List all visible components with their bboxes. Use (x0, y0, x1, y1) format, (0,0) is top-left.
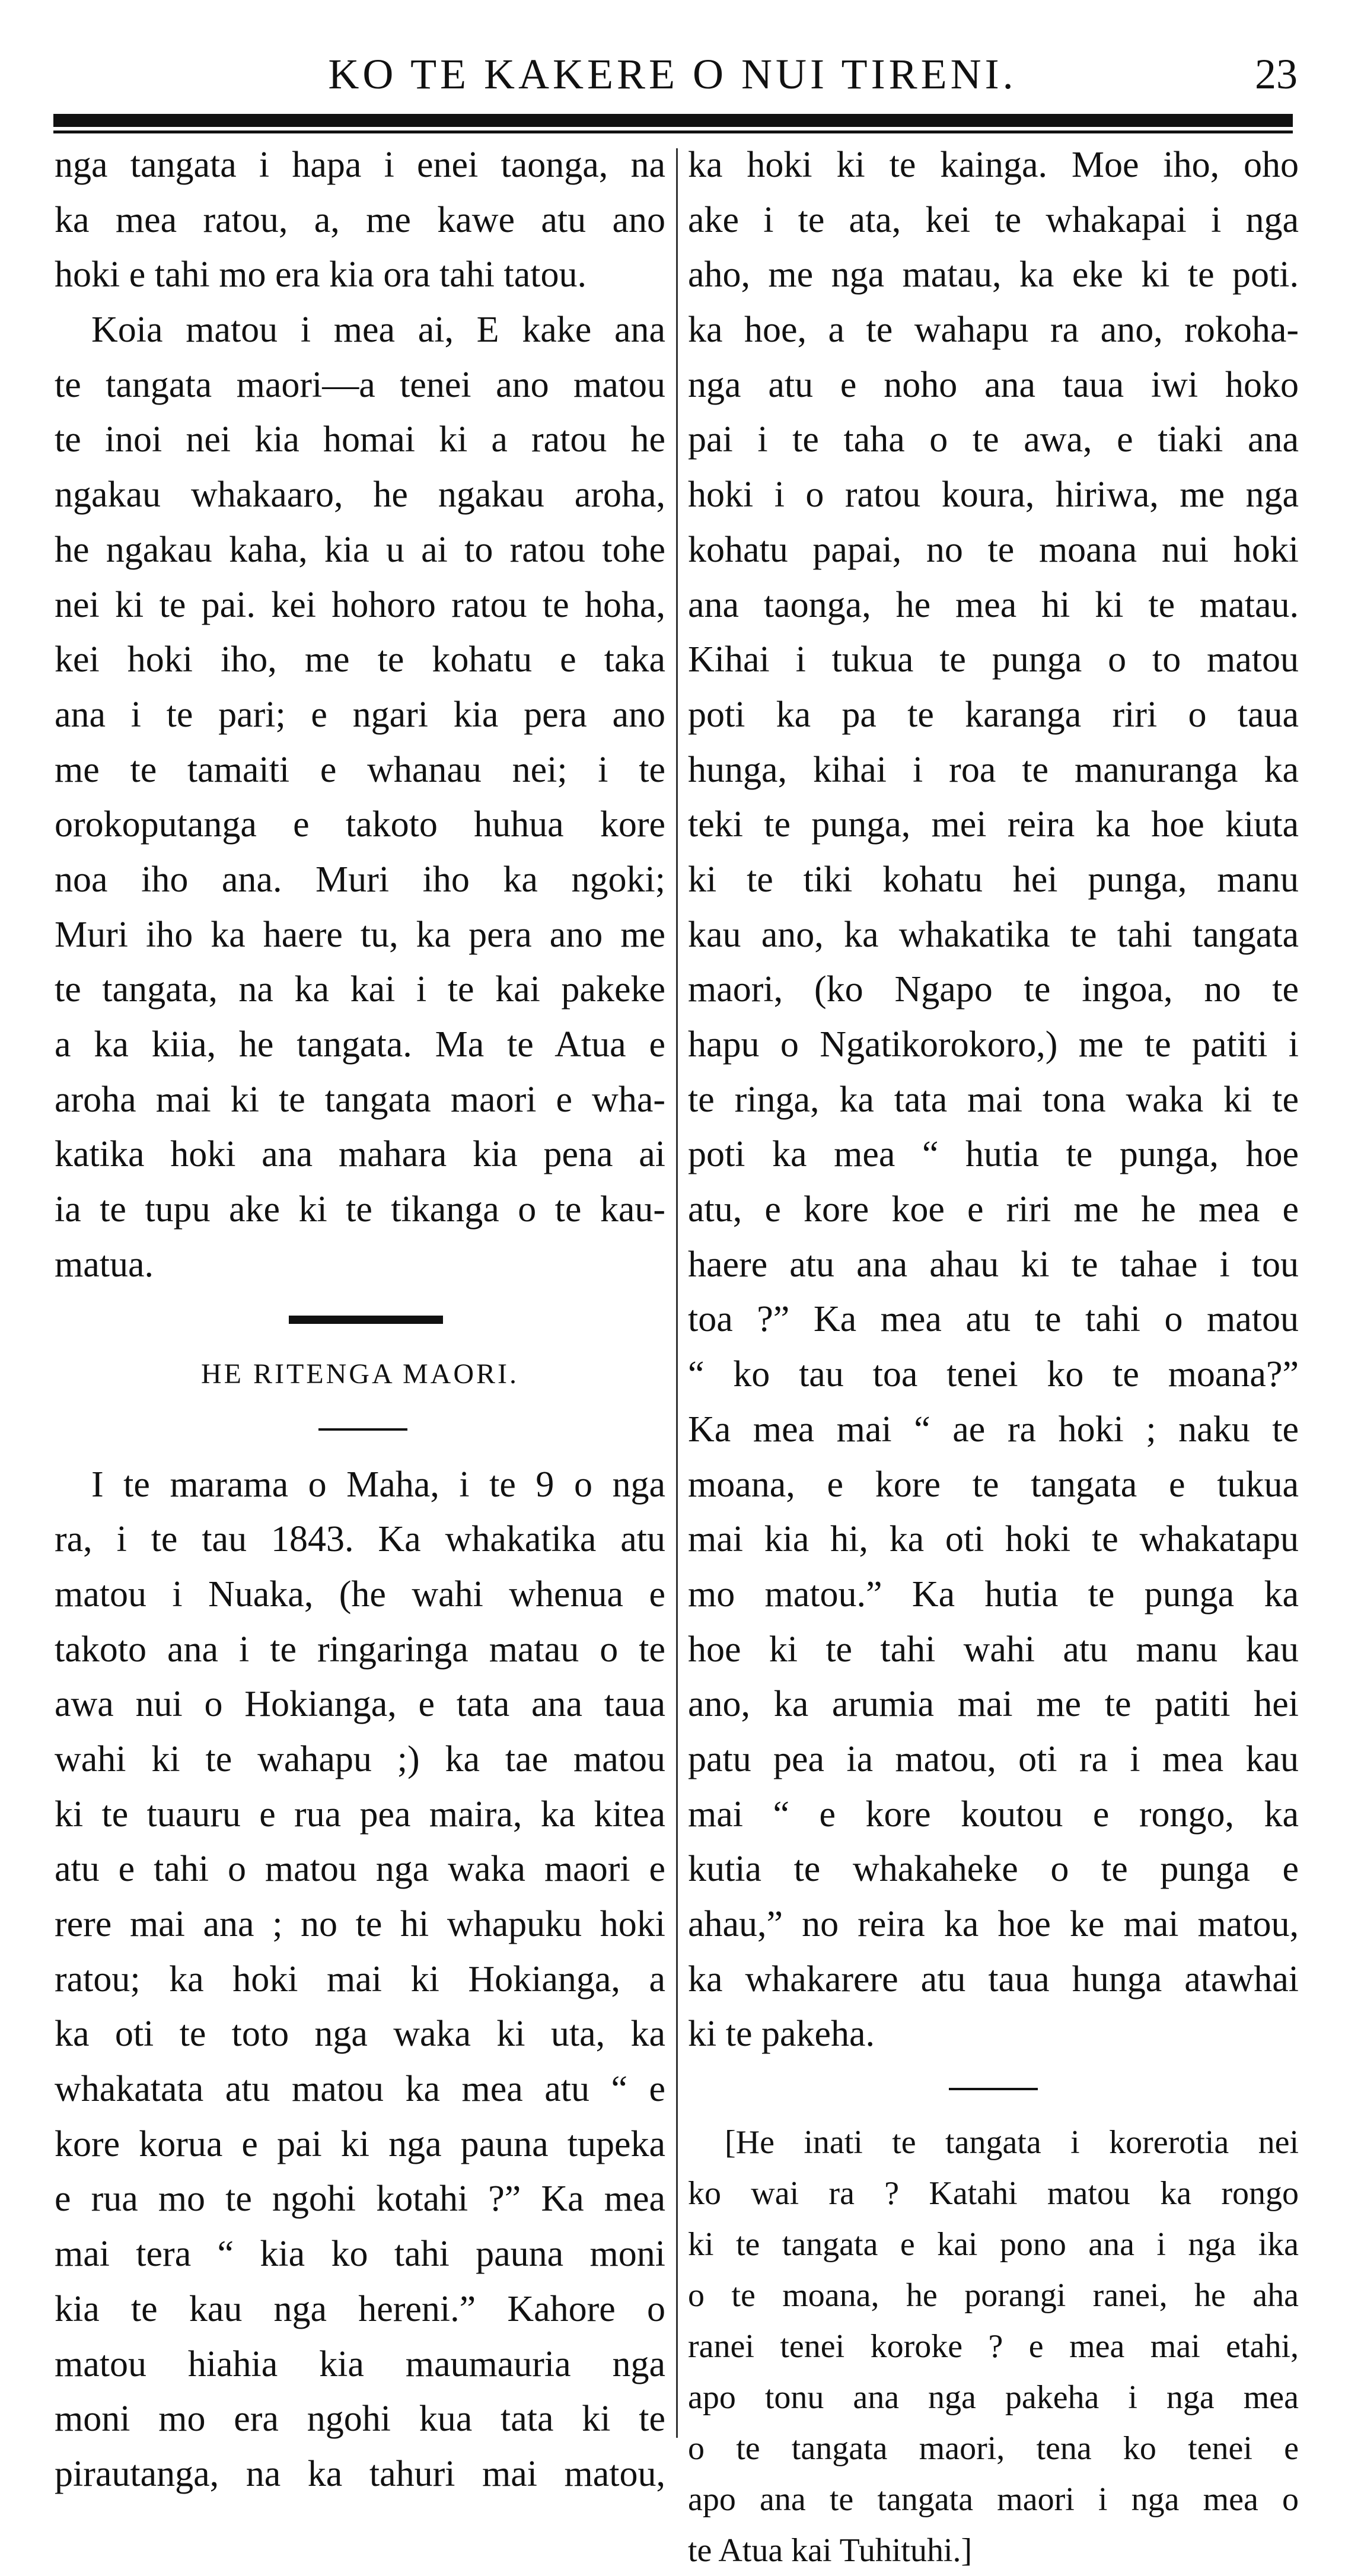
text-line: ka mea ratou, a, me kawe atu ano (55, 199, 665, 240)
text-line: ki te pakeha. (688, 2014, 875, 2055)
text-line: aroha mai ki te tangata maori e wha- (55, 1079, 665, 1120)
text-line: toa ?” Ka mea atu te tahi o matou (688, 1299, 1299, 1340)
text-line: Koia matou i mea ai, E kake ana (91, 310, 665, 351)
note-rule (949, 2088, 1038, 2090)
running-title: KO TE KAKERE O NUI TIRENI. (328, 50, 1017, 98)
text-line: matua. (55, 1244, 154, 1285)
paragraph-continued (688, 138, 1299, 2062)
text-line: mo matou.” Ka hutia te punga ka (688, 1574, 1299, 1615)
text-line: atu, e kore koe e riri me he mea e (688, 1189, 1299, 1230)
note-line: o te moana, he porangi ranei, he aha (688, 2276, 1299, 2314)
text-line: noa iho ana. Muri iho ka ngoki; (55, 859, 665, 900)
text-line: kau ano, ka whakatika te tahi tangata (688, 914, 1299, 955)
text-line: ki te tuauru e rua pea maira, ka kitea (55, 1794, 665, 1835)
text-line: teki te punga, mei reira ka hoe kiuta (688, 804, 1299, 845)
text-line: takoto ana i te ringaringa matau o te (55, 1629, 665, 1670)
text-line: ratou; ka hoki mai ki Hokianga, a (55, 1959, 665, 1999)
note-rule-wrap (688, 2062, 1299, 2117)
paragraph-2 (55, 303, 665, 1292)
text-line: te tangata maori—a tenei ano matou (55, 364, 665, 405)
text-line: ake i te ata, kei te whakapai i nga (688, 199, 1299, 240)
text-line: ana taonga, he mea hi ki te matau. (688, 584, 1299, 625)
text-line: orokoputanga e takoto huhua kore (55, 804, 665, 845)
text-line: katika hoki ana mahara kia pena ai (55, 1134, 665, 1175)
text-line: “ ko tau toa tenei ko te moana?” (688, 1354, 1299, 1395)
text-line: hapu o Ngatikorokoro,) me te patiti i (688, 1024, 1299, 1065)
text-line: kutia te whakaheke o te punga e (688, 1849, 1299, 1890)
section-rule-wrap (55, 1292, 665, 1347)
text-line: nei ki te pai. kei hohoro ratou te hoha, (55, 584, 665, 625)
text-line: atu e tahi o matou nga waka maori e (55, 1849, 665, 1890)
text-line: kia te kau nga hereni.” Kahore o (55, 2288, 665, 2329)
text-line: ahau,” no reira ka hoe ke mai matou, (688, 1904, 1299, 1944)
text-line: te tangata, na ka kai i te kai pakeke (55, 969, 665, 1010)
note-line: [He inati te tangata i korerotia nei (725, 2123, 1299, 2161)
text-line: te inoi nei kia homai ki a ratou he (55, 419, 665, 460)
text-line: matou hiahia kia maumauria nga (55, 2343, 665, 2384)
text-line: mai kia hi, ka oti hoki te whakatapu (688, 1519, 1299, 1560)
short-rule (318, 1428, 407, 1431)
page-header (0, 42, 1345, 107)
text-line: poti ka mea “ hutia te punga, hoe (688, 1134, 1299, 1175)
note-line: te Atua kai Tuhituhi.] (688, 2532, 973, 2569)
text-line: Ka mea mai “ ae ra hoki ; naku te (688, 1409, 1299, 1450)
header-rule-thick (53, 114, 1293, 127)
text-line: he ngakau kaha, kia u ai to ratou tohe (55, 529, 665, 570)
text-line: ka hoe, a te wahapu ra ano, rokoha- (688, 310, 1299, 351)
note-line: ki te tangata e kai pono ana i nga ika (688, 2225, 1299, 2263)
text-line: moni mo era ngohi kua tata ki te (55, 2399, 665, 2440)
text-line: awa nui o Hokianga, e tata ana taua (55, 1684, 665, 1725)
section-heading: HE RITENGA MAORI. (201, 1358, 519, 1390)
paragraph-1 (55, 138, 665, 303)
text-line: kore korua e pai ki nga pauna tupeka (55, 2123, 665, 2164)
left-column (55, 138, 665, 2502)
text-line: Kihai i tukua te punga o to matou (688, 639, 1299, 680)
note-line: apo tonu ana nga pakeha i nga mea (688, 2378, 1299, 2416)
text-line: rere mai ana ; no te hi whapuku hoki (55, 1904, 665, 1944)
page-number: 23 (1255, 50, 1298, 98)
text-line: maori, (ko Ngapo te ingoa, no te (688, 969, 1299, 1010)
text-line: patu pea ia matou, oti ra i mea kau (688, 1738, 1299, 1779)
text-line: mai tera “ kia ko tahi pauna moni (55, 2234, 665, 2275)
text-line: hoe ki te tahi wahi atu manu kau (688, 1629, 1299, 1670)
text-line: pirautanga, na ka tahuri mai matou, (55, 2453, 665, 2494)
text-line: moana, e kore te tangata e tukua (688, 1464, 1299, 1505)
text-line: ki te tiki kohatu hei punga, manu (688, 859, 1299, 900)
text-line: matou i Nuaka, (he wahi whenua e (55, 1574, 665, 1615)
editor-note (688, 2117, 1299, 2576)
text-line: whakatata atu matou ka mea atu “ e (55, 2069, 665, 2110)
text-line: me te tamaiti e whanau nei; i te (55, 749, 665, 790)
text-line: kohatu papai, no te moana nui hoki (688, 529, 1299, 570)
column-divider (676, 148, 678, 2438)
text-line: ka oti te toto nga waka ki uta, ka (55, 2014, 665, 2055)
section-rule (289, 1316, 443, 1324)
note-line: ranei tenei koroke ? e mea mai etahi, (688, 2327, 1299, 2365)
text-line: kei hoki iho, me te kohatu e taka (55, 639, 665, 680)
note-line: ko wai ra ? Katahi matou ka rongo (688, 2174, 1299, 2212)
text-line: hunga, kihai i roa te manuranga ka (688, 749, 1299, 790)
text-line: nga tangata i hapa i enei taonga, na (55, 145, 665, 185)
text-line: hoki e tahi mo era kia ora tahi tatou. (55, 254, 587, 295)
text-line: mai “ e kore koutou e rongo, ka (688, 1794, 1299, 1835)
text-line: wahi ki te wahapu ;) ka tae matou (55, 1738, 665, 1779)
text-line: pai i te taha o te awa, e tiaki ana (688, 419, 1299, 460)
text-line: ia te tupu ake ki te tikanga o te kau- (55, 1189, 665, 1230)
note-line: apo ana te tangata maori i nga mea o (688, 2481, 1299, 2518)
text-line: ano, ka arumia mai me te patiti hei (688, 1684, 1299, 1725)
right-column (688, 138, 1299, 2576)
text-line: haere atu ana ahau ki te tahae i tou (688, 1244, 1299, 1285)
text-line: ka hoki ki te kainga. Moe iho, oho (688, 145, 1299, 185)
text-line: nga atu e noho ana taua iwi hoko (688, 364, 1299, 405)
text-line: a ka kiia, he tangata. Ma te Atua e (55, 1024, 665, 1065)
text-line: ka whakarere atu taua hunga atawhai (688, 1959, 1299, 1999)
text-line: I te marama o Maha, i te 9 o nga (91, 1464, 665, 1505)
text-line: poti ka pa te karanga riri o taua (688, 694, 1299, 735)
text-line: ngakau whakaaro, he ngakau aroha, (55, 475, 665, 515)
text-line: te ringa, ka tata mai tona waka ki te (688, 1079, 1299, 1120)
text-line: ana i te pari; e ngari kia pera ano (55, 694, 665, 735)
text-line: Muri iho ka haere tu, ka pera ano me (55, 914, 665, 955)
text-line: aho, me nga matau, ka eke ki te poti. (688, 254, 1299, 295)
paragraph-3 (55, 1457, 665, 2502)
header-rule-thin (53, 130, 1293, 133)
text-line: ra, i te tau 1843. Ka whakatika atu (55, 1519, 665, 1560)
text-line: e rua mo te ngohi kotahi ?” Ka mea (55, 2179, 665, 2220)
note-line: o te tangata maori, tena ko tenei e (688, 2429, 1299, 2467)
short-rule-wrap (55, 1402, 665, 1457)
text-line: hoki i o ratou koura, hiriwa, me nga (688, 475, 1299, 515)
